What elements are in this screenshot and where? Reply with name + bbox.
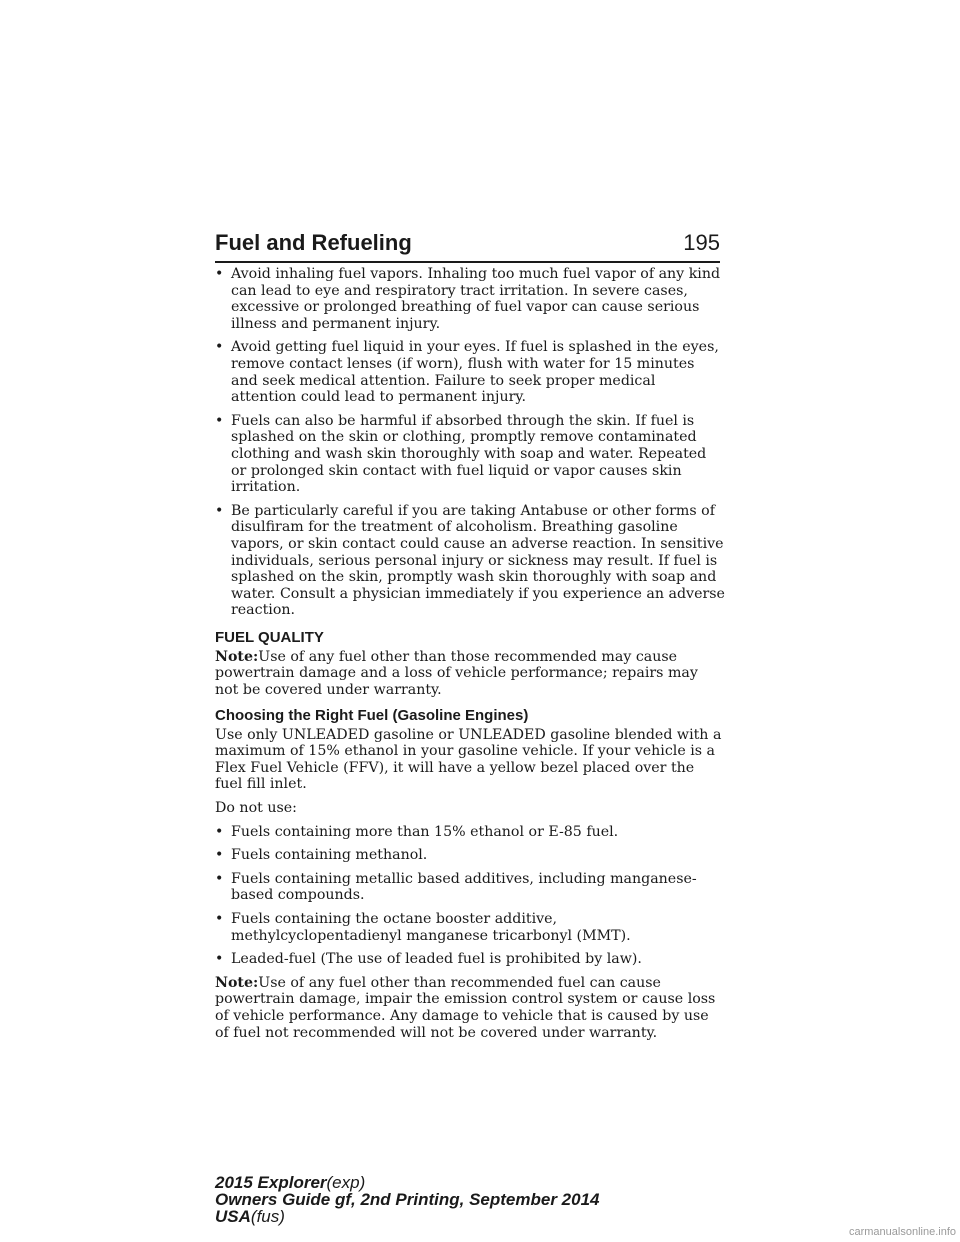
section-title: Fuel and Refueling	[215, 230, 412, 255]
list-item-text: Leaded-fuel (The use of leaded fuel is prohibited by law).	[231, 951, 642, 968]
bullet-icon: •	[215, 502, 224, 519]
choosing-fuel-intro: Use only UNLEADED gasoline or UNLEADED gasoline blended with a maximum of 15% ethanol in your gasoline vehicle. If your vehicle is a Flex Fuel Vehicle (FFV), it will have a yellow bezel placed over the fuel fill inlet.	[215, 726, 722, 793]
bullet-icon: •	[215, 847, 224, 864]
bullet-icon: •	[215, 412, 224, 429]
page-content	[215, 266, 725, 1048]
list-item	[215, 871, 725, 904]
list-item	[215, 503, 725, 619]
list-item-text: Fuels containing more than 15% ethanol or E-85 fuel.	[231, 823, 619, 840]
list-item-text: Avoid inhaling fuel vapors. Inhaling too much fuel vapor of any kind can lead to eye and respiratory tract irritation. In severe cases, excessive or prolonged breathing of fuel vapor can cause serious illness and permanent injury.	[231, 266, 721, 332]
list-item-text: Fuels containing the octane booster additive, methylcyclopentadienyl manganese tricarbonyl (MMT).	[231, 911, 631, 944]
footer-printing: Owners Guide gf, 2nd Printing, September 2014	[215, 1190, 600, 1209]
footer-model-code: (exp)	[326, 1173, 366, 1192]
footer-market-code: (fus)	[250, 1207, 285, 1226]
bullet-icon: •	[215, 266, 224, 282]
bullet-icon: •	[215, 823, 224, 840]
page-number: 195	[683, 230, 720, 255]
note-label: Note:	[215, 648, 259, 665]
list-item-text: Fuels containing metallic based additives, including manganese-based compounds.	[231, 870, 697, 904]
do-not-use-label: Do not use:	[215, 800, 297, 817]
list-item	[215, 266, 725, 332]
fuel-quality-heading: FUEL QUALITY	[215, 628, 324, 646]
note-text: Use of any fuel other than those recommended may cause powertrain damage and a loss of vehicle performance; repairs may not be covered under warranty.	[215, 648, 698, 699]
list-item-text: Be particularly careful if you are taking Antabuse or other forms of disulfiram for the treatment of alcoholism. Breathing gasoline vapors, or skin contact could cause an adverse reaction. In sensitive individuals, serious personal injury or sickness may result. If fuel is splashed on the skin, promptly wash skin thoroughly with soap and water. Consult a physician immediately if you experience an adverse reaction.	[231, 502, 725, 619]
list-item	[215, 911, 725, 944]
list-item	[215, 824, 725, 841]
note-text: Use of any fuel other than recommended fuel can cause powertrain damage, impair the emission control system or cause loss of vehicle performance. Any damage to vehicle that is caused by use of fuel not recommended will not be covered under warranty.	[215, 974, 716, 1041]
list-item-text: Avoid getting fuel liquid in your eyes. If fuel is splashed in the eyes, remove contact lenses (if worn), flush with water for 15 minutes and seek medical attention. Failure to seek proper medical attention could lead to permanent injury.	[231, 339, 719, 406]
list-item	[215, 847, 725, 864]
bullet-icon: •	[215, 951, 224, 968]
do-not-use-list	[215, 824, 725, 968]
list-item-text: Fuels can also be harmful if absorbed through the skin. If fuel is splashed on the skin or clothing, promptly remove contaminated clothing and wash skin thoroughly with soap and water. Repeated or prolonged skin contact with fuel liquid or vapor causes skin irritation.	[231, 412, 707, 496]
bullet-icon: •	[215, 911, 224, 927]
bullet-icon: •	[215, 339, 224, 356]
page-header	[215, 228, 720, 258]
list-item	[215, 413, 725, 496]
list-item	[215, 339, 725, 405]
choosing-fuel-heading: Choosing the Right Fuel (Gasoline Engines)	[215, 706, 529, 724]
warranty-note	[215, 975, 725, 1041]
page-footer	[215, 1174, 599, 1225]
fuel-quality-note	[215, 649, 725, 699]
footer-line-model	[215, 1174, 599, 1191]
watermark: carmanualsonline.info	[848, 1226, 956, 1238]
safety-bullet-list	[215, 266, 725, 619]
footer-market: USA	[215, 1207, 251, 1226]
list-item	[215, 951, 725, 968]
footer-line-market	[215, 1208, 599, 1225]
footer-model: 2015 Explorer	[215, 1173, 327, 1192]
bullet-icon: •	[215, 870, 224, 887]
note-label: Note:	[215, 974, 259, 991]
list-item-text: Fuels containing methanol.	[231, 847, 428, 864]
header-divider	[215, 261, 720, 263]
